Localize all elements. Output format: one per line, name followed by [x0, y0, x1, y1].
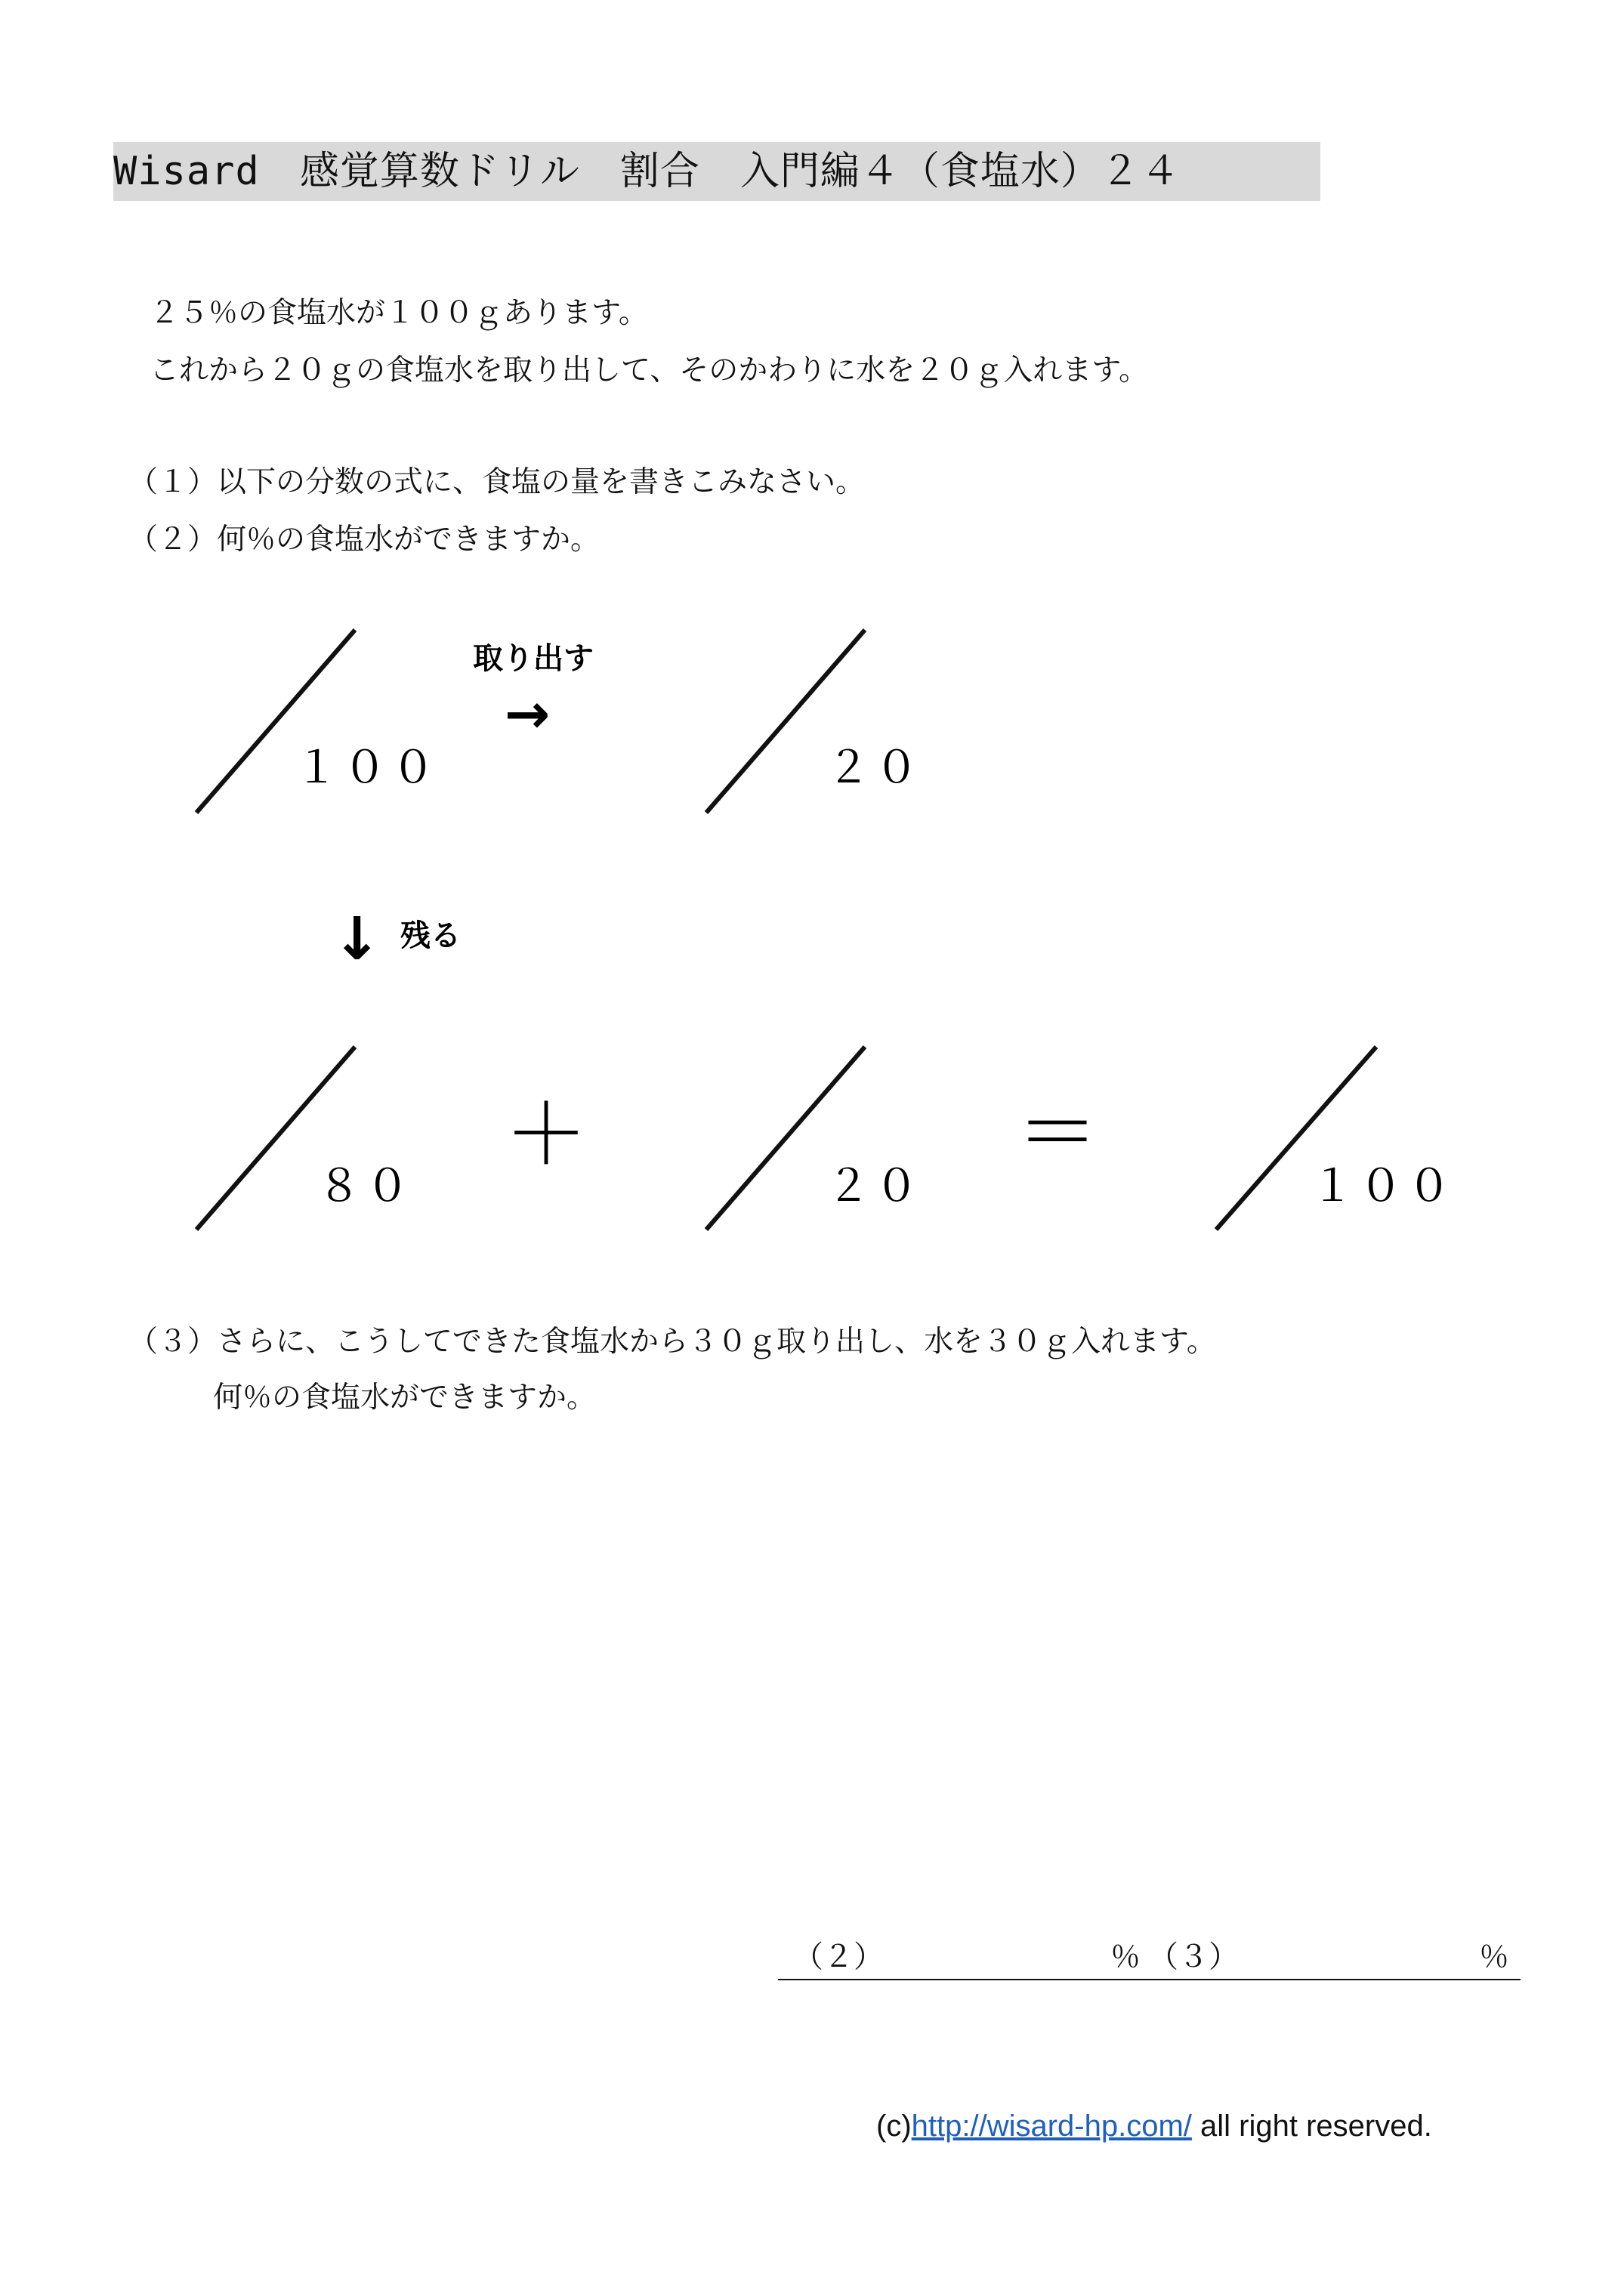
answer-2-unit: ％: [1110, 1940, 1141, 1974]
plus-sign: ＋: [505, 1086, 588, 1183]
answer-2-label: （２）: [793, 1940, 884, 1974]
denominator-bottom-right: １００: [1311, 1160, 1456, 1211]
equals-sign: ＝: [1016, 1085, 1099, 1181]
take-out-label: 取り出す: [473, 641, 594, 676]
answer-3-label: （３）: [1148, 1940, 1239, 1974]
site-link[interactable]: http://wisard-hp.com/: [911, 2109, 1192, 2143]
copyright-footer: [876, 2107, 1432, 2145]
intro-line-1: ２５％の食塩水が１００ｇあります。: [150, 296, 648, 330]
answer-3-unit: ％: [1479, 1940, 1509, 1974]
right-arrow-icon: →: [505, 682, 551, 745]
question-1: （１）以下の分数の式に、食塩の量を書きこみなさい。: [128, 465, 866, 499]
denominator-top-left: １００: [295, 742, 440, 793]
copyright-suffix: all right reserved.: [1191, 2109, 1432, 2143]
denominator-bottom-left: ８０: [317, 1160, 415, 1211]
page-title: Wisard 感覚算数ドリル 割合 入門編４（食塩水）２４: [113, 142, 1320, 201]
question-3: （３）さらに、こうしてできた食塩水から３０ｇ取り出し、水を３０ｇ入れます。: [128, 1325, 1216, 1359]
question-3-continued: 何％の食塩水ができますか。: [213, 1381, 597, 1415]
denominator-bottom-middle: ２０: [826, 1160, 924, 1211]
remain-label: 残る: [400, 918, 461, 953]
intro-line-2: これから２０ｇの食塩水を取り出して、そのかわりに水を２０ｇ入れます。: [150, 353, 1149, 387]
question-2: （２）何％の食塩水ができますか。: [128, 523, 601, 557]
denominator-top-right: ２０: [826, 742, 924, 793]
down-arrow-icon: ↓: [332, 906, 382, 974]
answer-line: [778, 1938, 1521, 1980]
copyright-prefix: (c): [876, 2109, 912, 2143]
